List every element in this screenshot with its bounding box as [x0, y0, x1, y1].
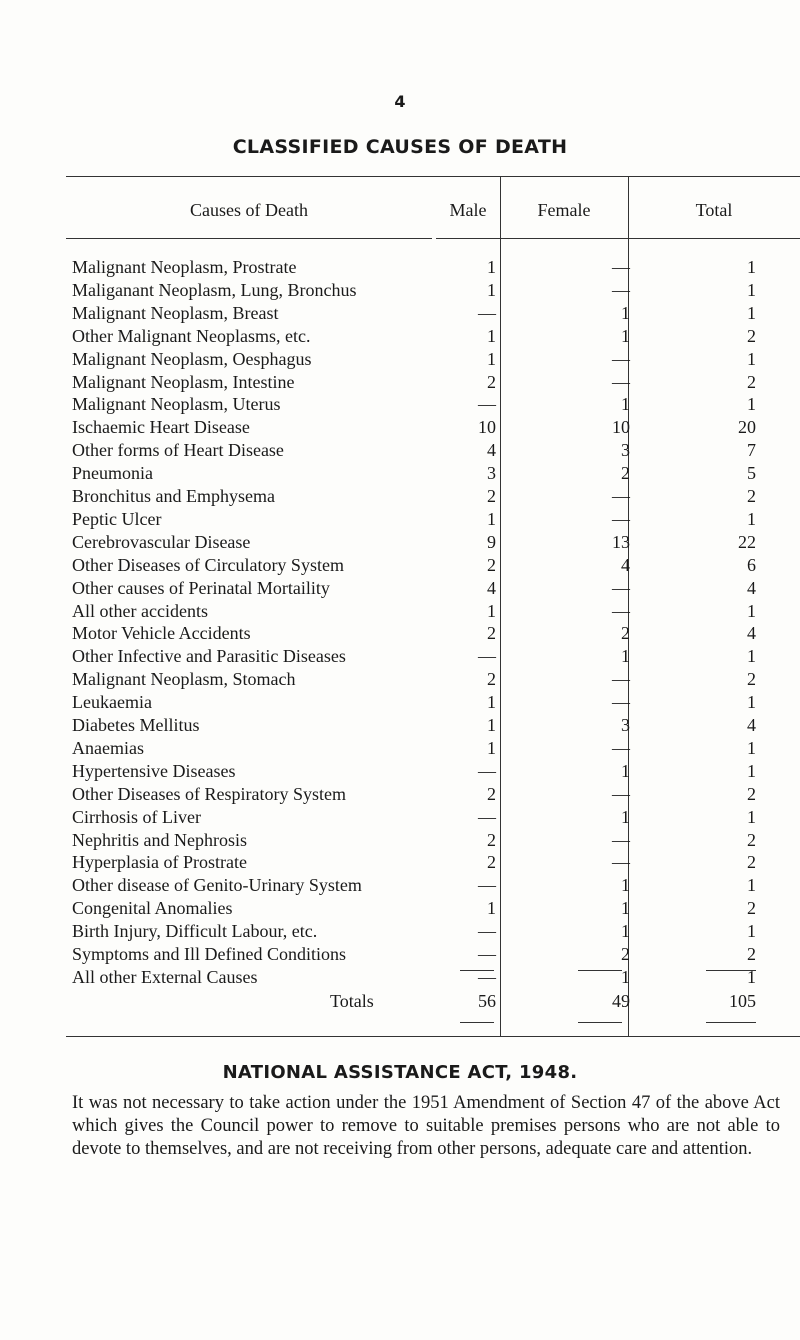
- female-cell: 1: [621, 394, 630, 415]
- total-cell: 1: [747, 875, 756, 896]
- page-title: CLASSIFIED CAUSES OF DEATH: [232, 136, 568, 158]
- table-row: [66, 393, 800, 415]
- male-cell: 1: [487, 325, 496, 346]
- table-row: [66, 783, 800, 805]
- female-cell: 1: [621, 325, 630, 346]
- male-cell: 3: [487, 463, 496, 484]
- table-row: [66, 851, 800, 873]
- male-cell: 4: [487, 577, 496, 598]
- male-cell: 1: [487, 898, 496, 919]
- total-cell: 2: [747, 486, 756, 506]
- male-cell: 1: [487, 257, 496, 277]
- male-cell: 2: [487, 554, 496, 575]
- female-cell: 1: [621, 921, 630, 942]
- total-cell: 1: [747, 394, 756, 415]
- female-cell: 1: [621, 646, 630, 667]
- female-cell: 2: [621, 463, 630, 484]
- table-row: [66, 439, 800, 461]
- total-cell: 1: [747, 737, 756, 758]
- cause-cell: Symptoms and Ill Defined Conditions: [72, 944, 346, 964]
- table-row: [66, 622, 800, 644]
- cause-cell: Hyperplasia of Prostrate: [72, 852, 247, 873]
- subtotal-rule-female: [578, 970, 622, 971]
- male-cell: —: [478, 875, 496, 896]
- cause-cell: Other Malignant Neoplasms, etc.: [72, 325, 311, 346]
- female-cell: —: [612, 371, 630, 392]
- female-cell: 1: [621, 898, 630, 919]
- male-cell: —: [478, 944, 496, 964]
- male-cell: —: [478, 966, 496, 987]
- total-rule-male: [460, 1022, 494, 1023]
- total-cell: 1: [747, 646, 756, 667]
- male-cell: 2: [487, 783, 496, 804]
- subtotal-rule-total: [706, 970, 756, 971]
- male-cell: —: [478, 921, 496, 942]
- table-row: [66, 806, 800, 828]
- female-cell: 1: [621, 875, 630, 896]
- cause-cell: Cirrhosis of Liver: [72, 806, 201, 827]
- male-cell: 1: [487, 600, 496, 621]
- cause-cell: Diabetes Mellitus: [72, 715, 200, 735]
- cause-cell: Bronchitus and Emphysema: [72, 486, 275, 506]
- cause-cell: Other Infective and Parasitic Diseases: [72, 646, 346, 667]
- total-cell: 2: [747, 371, 756, 392]
- total-cell: 4: [747, 623, 756, 644]
- table-row: [66, 325, 800, 347]
- cause-cell: Malignant Neoplasm, Prostrate: [72, 257, 297, 277]
- total-cell: 1: [747, 302, 756, 323]
- total-cell: 5: [747, 463, 756, 484]
- table-row: [66, 600, 800, 622]
- female-cell: 13: [612, 531, 630, 552]
- totals-row: [66, 990, 800, 1012]
- cause-cell: Other Diseases of Respiratory System: [72, 783, 346, 804]
- male-cell: 2: [487, 623, 496, 644]
- table-row: [66, 943, 800, 965]
- cause-cell: Nephritis and Nephrosis: [72, 829, 247, 850]
- cause-cell: Malignant Neoplasm, Oesphagus: [72, 348, 312, 369]
- total-cell: 22: [738, 531, 756, 552]
- total-cell: 2: [747, 898, 756, 919]
- total-cell: 2: [747, 669, 756, 690]
- female-cell: —: [612, 486, 630, 506]
- total-cell: 2: [747, 852, 756, 873]
- female-cell: —: [612, 348, 630, 369]
- table-row: [66, 829, 800, 851]
- total-cell: 2: [747, 783, 756, 804]
- female-cell: —: [612, 600, 630, 621]
- cause-cell: Congenital Anomalies: [72, 898, 233, 919]
- cause-cell: Leukaemia: [72, 692, 152, 713]
- male-cell: 2: [487, 829, 496, 850]
- female-cell: —: [612, 577, 630, 598]
- header-rule-cause: [66, 238, 432, 239]
- total-rule-total: [706, 1022, 756, 1023]
- male-cell: 1: [487, 692, 496, 713]
- table-row: [66, 256, 800, 278]
- table-row: [66, 485, 800, 507]
- cause-cell: Malignant Neoplasm, Breast: [72, 302, 279, 323]
- table-bottom-rule: [66, 1036, 800, 1037]
- table-row: [66, 920, 800, 942]
- cause-cell: All other accidents: [72, 600, 208, 621]
- cause-cell: Cerebrovascular Disease: [72, 531, 251, 552]
- cause-cell: Anaemias: [72, 737, 144, 758]
- table-row: [66, 966, 800, 988]
- female-cell: —: [612, 692, 630, 713]
- page-number: 4: [394, 92, 406, 111]
- section-title: NATIONAL ASSISTANCE ACT, 1948.: [222, 1062, 578, 1083]
- male-cell: —: [478, 760, 496, 781]
- table-top-rule: [66, 176, 800, 177]
- header-total: Total: [695, 200, 733, 220]
- cause-cell: Peptic Ulcer: [72, 508, 162, 529]
- male-cell: 1: [487, 348, 496, 369]
- table-row: [66, 279, 800, 301]
- total-cell: 6: [747, 554, 756, 575]
- male-cell: 1: [487, 737, 496, 758]
- female-cell: 1: [621, 966, 630, 987]
- table-row: [66, 737, 800, 759]
- total-cell: 2: [747, 944, 756, 964]
- female-cell: —: [612, 508, 630, 529]
- male-cell: 2: [487, 486, 496, 506]
- table-row: [66, 462, 800, 484]
- female-cell: —: [612, 829, 630, 850]
- total-rule-female: [578, 1022, 622, 1023]
- totals-male: 56: [478, 991, 496, 1011]
- female-cell: —: [612, 783, 630, 804]
- cause-cell: Motor Vehicle Accidents: [72, 623, 251, 644]
- male-cell: —: [478, 806, 496, 827]
- male-cell: 4: [487, 440, 496, 461]
- table-row: [66, 302, 800, 324]
- total-cell: 2: [747, 325, 756, 346]
- table-row: [66, 531, 800, 553]
- cause-cell: Malignant Neoplasm, Stomach: [72, 669, 296, 690]
- cause-cell: Other Diseases of Circulatory System: [72, 554, 344, 575]
- female-cell: 1: [621, 760, 630, 781]
- total-cell: 1: [747, 806, 756, 827]
- table-row: [66, 416, 800, 438]
- cause-cell: Other forms of Heart Disease: [72, 440, 284, 461]
- female-cell: —: [612, 737, 630, 758]
- cause-cell: Maliganant Neoplasm, Lung, Bronchus: [72, 279, 357, 300]
- male-cell: 2: [487, 852, 496, 873]
- female-cell: 1: [621, 806, 630, 827]
- female-cell: 1: [621, 302, 630, 323]
- total-cell: 4: [747, 715, 756, 735]
- total-cell: 20: [738, 417, 756, 438]
- cause-cell: Other disease of Genito-Urinary System: [72, 875, 362, 896]
- female-cell: —: [612, 257, 630, 277]
- total-cell: 1: [747, 508, 756, 529]
- table-row: [66, 554, 800, 576]
- cause-cell: Ischaemic Heart Disease: [72, 417, 250, 438]
- male-cell: 1: [487, 279, 496, 300]
- male-cell: —: [478, 302, 496, 323]
- table-row: [66, 668, 800, 690]
- table-row: [66, 691, 800, 713]
- cause-cell: Malignant Neoplasm, Intestine: [72, 371, 295, 392]
- male-cell: —: [478, 646, 496, 667]
- table-row: [66, 577, 800, 599]
- total-cell: 1: [747, 692, 756, 713]
- cause-cell: Pneumonia: [72, 463, 153, 484]
- male-cell: 1: [487, 715, 496, 735]
- female-cell: 3: [621, 715, 630, 735]
- table-row: [66, 714, 800, 736]
- cause-cell: All other External Causes: [72, 966, 258, 987]
- total-cell: 1: [747, 760, 756, 781]
- female-cell: 4: [621, 554, 630, 575]
- header-rule-numbers: [436, 238, 800, 239]
- total-cell: 1: [747, 966, 756, 987]
- total-cell: 2: [747, 829, 756, 850]
- table-row: [66, 760, 800, 782]
- total-cell: 1: [747, 921, 756, 942]
- cause-cell: Hypertensive Diseases: [72, 760, 236, 781]
- female-cell: —: [612, 852, 630, 873]
- total-cell: 1: [747, 348, 756, 369]
- total-cell: 7: [747, 440, 756, 461]
- female-cell: 2: [621, 944, 630, 964]
- male-cell: 1: [487, 508, 496, 529]
- totals-label: Totals: [330, 991, 374, 1011]
- male-cell: 2: [487, 371, 496, 392]
- total-cell: 4: [747, 577, 756, 598]
- male-cell: 2: [487, 669, 496, 690]
- female-cell: 10: [612, 417, 630, 438]
- header-male: Male: [449, 200, 487, 220]
- subtotal-rule-male: [460, 970, 494, 971]
- total-cell: 1: [747, 279, 756, 300]
- male-cell: 10: [478, 417, 496, 438]
- cause-cell: Other causes of Perinatal Mortaility: [72, 577, 330, 598]
- table-row: [66, 348, 800, 370]
- table-row: [66, 874, 800, 896]
- female-cell: —: [612, 279, 630, 300]
- table-row: [66, 897, 800, 919]
- female-cell: 2: [621, 623, 630, 644]
- cause-cell: Malignant Neoplasm, Uterus: [72, 394, 281, 415]
- female-cell: —: [612, 669, 630, 690]
- section-paragraph: It was not necessary to take action under the 1951 Amendment of Section 47 of the above Act which gives the Council power to remove to suitable premises persons who are not able to devote to themselves, and are not receiving from other persons, adequate care and attention.: [72, 1093, 780, 1159]
- cause-cell: Birth Injury, Difficult Labour, etc.: [72, 921, 318, 942]
- totals-total: 105: [729, 991, 756, 1011]
- male-cell: 9: [487, 531, 496, 552]
- total-cell: 1: [747, 257, 756, 277]
- male-cell: —: [478, 394, 496, 415]
- female-cell: 3: [621, 440, 630, 461]
- header-cause: Causes of Death: [190, 200, 308, 220]
- table-row: [66, 508, 800, 530]
- table-row: [66, 645, 800, 667]
- totals-female: 49: [612, 991, 630, 1011]
- table-row: [66, 371, 800, 393]
- total-cell: 1: [747, 600, 756, 621]
- causes-of-death-table: [66, 176, 800, 1040]
- header-female: Female: [537, 200, 591, 220]
